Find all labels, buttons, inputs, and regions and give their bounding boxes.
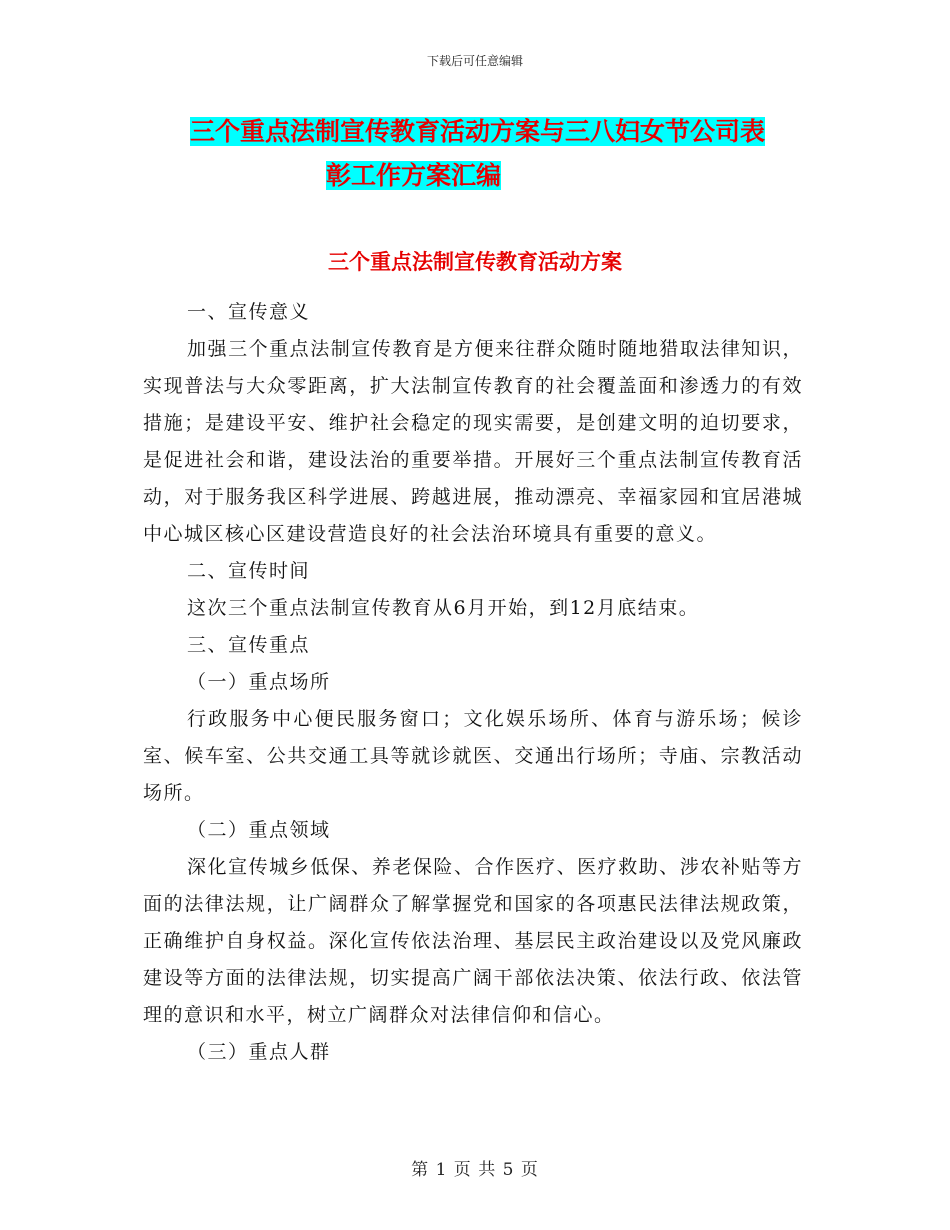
document-title: [190, 110, 810, 198]
document-body: [143, 294, 803, 1071]
body-paragraph: 加强三个重点法制宣传教育是方便来往群众随时随地猎取法律知识，实现普法与大众零距离，扩大法制宣传教育的社会覆盖面和渗透力的有效措施；是建设平安、维护社会稳定的现实需要，是创建文明的迫切要求，是促进社会和谐，建设法治的重要举措。开展好三个重点法制宣传教育活动，对于服务我区科学进展、跨越进展，推动漂亮、幸福家园和宜居港城中心城区核心区建设营造良好的社会法治环境具有重要的意义。: [143, 338, 803, 545]
page-footer: 第 1 页 共 5 页: [411, 1160, 539, 1180]
subheading-groups: （三）重点人群: [187, 1041, 331, 1063]
page-header-note: 下载后可任意编辑: [426, 54, 523, 68]
heading-time: 二、宣传时间: [187, 560, 311, 582]
subheading-places: （一）重点场所: [187, 671, 331, 693]
title-highlight: 三个重点法制宣传教育活动方案与三八妇女节公司表: [190, 117, 766, 146]
title-highlight: 彰工作方案汇编: [326, 161, 502, 190]
document-title-line-1: [190, 110, 810, 154]
section-title: 三个重点法制宣传教育活动方案: [328, 250, 622, 274]
body-paragraph: 行政服务中心便民服务窗口；文化娱乐场所、体育与游乐场；候诊室、候车室、公共交通工具等就诊就医、交通出行场所；寺庙、宗教活动场所。: [143, 708, 803, 804]
subheading-areas: （二）重点领域: [187, 819, 331, 841]
document-title-line-2: [190, 154, 810, 198]
heading-focus: 三、宣传重点: [187, 634, 311, 656]
heading-significance: 一、宣传意义: [187, 301, 311, 323]
body-paragraph: 这次三个重点法制宣传教育从6月开始，到12月底结束。: [187, 597, 700, 619]
body-paragraph: 深化宣传城乡低保、养老保险、合作医疗、医疗救助、涉农补贴等方面的法律法规，让广阔群众了解掌握党和国家的各项惠民法律法规政策，正确维护自身权益。深化宣传依法治理、基层民主政治建设以及党风廉政建设等方面的法律法规，切实提高广阔干部依法决策、依法行政、依法管理的意识和水平，树立广阔群众对法律信仰和信心。: [143, 856, 803, 1026]
